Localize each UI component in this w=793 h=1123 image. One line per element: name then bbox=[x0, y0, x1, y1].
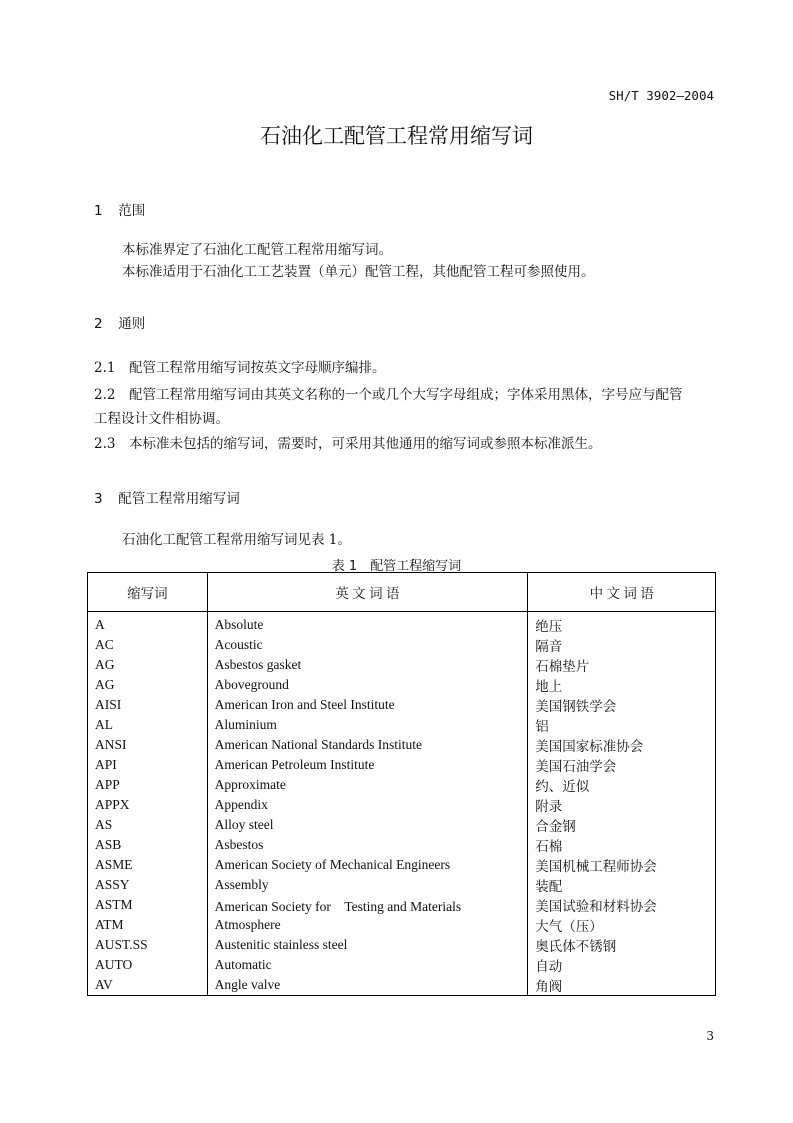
chinese-term-cell: 美国钢铁学会 bbox=[528, 695, 716, 715]
abbreviation-cell: AG bbox=[88, 675, 208, 695]
english-term-cell: Aboveground bbox=[207, 675, 528, 695]
table-row bbox=[88, 635, 716, 655]
table-row bbox=[88, 855, 716, 875]
table-row bbox=[88, 815, 716, 835]
abbreviation-cell: AL bbox=[88, 715, 208, 735]
abbreviation-cell: AC bbox=[88, 635, 208, 655]
abbreviation-cell: APP bbox=[88, 775, 208, 795]
chinese-term-cell: 美国试验和材料协会 bbox=[528, 895, 716, 915]
chinese-term-cell: 铝 bbox=[528, 715, 716, 735]
page-number: 3 bbox=[706, 1029, 714, 1043]
abbreviation-cell: AUST.SS bbox=[88, 935, 208, 955]
abbreviation-cell: ASB bbox=[88, 835, 208, 855]
chinese-term-cell: 美国石油学会 bbox=[528, 755, 716, 775]
table-row bbox=[88, 795, 716, 815]
english-term-cell: American National Standards Institute bbox=[207, 735, 528, 755]
abbreviation-cell: A bbox=[88, 612, 208, 636]
column-header-english: 英 文 词 语 bbox=[207, 573, 528, 612]
section-number: 3 bbox=[94, 491, 103, 507]
table-caption: 表 1 配管工程缩写词 bbox=[331, 559, 462, 574]
english-term-cell: Appendix bbox=[207, 795, 528, 815]
table-row bbox=[88, 612, 716, 636]
chinese-term-cell: 美国机械工程师协会 bbox=[528, 855, 716, 875]
table-row bbox=[88, 715, 716, 735]
section-title: 配管工程常用缩写词 bbox=[118, 491, 240, 507]
table-header-row bbox=[88, 573, 716, 612]
table-row bbox=[88, 675, 716, 695]
english-term-cell: Absolute bbox=[207, 612, 528, 636]
chinese-term-cell: 附录 bbox=[528, 795, 716, 815]
section-number: 1 bbox=[94, 203, 103, 219]
english-term-cell: Atmosphere bbox=[207, 915, 528, 935]
clause-2-3: 2.3 本标准未包括的缩写词，需要时，可采用其他通用的缩写词或参照本标准派生。 bbox=[94, 436, 602, 452]
table-row bbox=[88, 755, 716, 775]
abbreviation-cell: ASME bbox=[88, 855, 208, 875]
section-number: 2 bbox=[94, 316, 103, 332]
table-row bbox=[88, 875, 716, 895]
chinese-term-cell: 大气（压） bbox=[528, 915, 716, 935]
abbreviation-cell: ANSI bbox=[88, 735, 208, 755]
chinese-term-cell: 奥氏体不锈钢 bbox=[528, 935, 716, 955]
english-term-cell: American Society for Testing and Materials bbox=[207, 895, 528, 915]
table-row bbox=[88, 695, 716, 715]
chinese-term-cell: 约、近似 bbox=[528, 775, 716, 795]
chinese-term-cell: 合金钢 bbox=[528, 815, 716, 835]
column-header-abbreviation: 缩写词 bbox=[88, 573, 208, 612]
english-term-cell: Austenitic stainless steel bbox=[207, 935, 528, 955]
table-row bbox=[88, 915, 716, 935]
chinese-term-cell: 隔音 bbox=[528, 635, 716, 655]
english-term-cell: Assembly bbox=[207, 875, 528, 895]
clause-2-1: 2.1 配管工程常用缩写词按英文字母顺序编排。 bbox=[94, 360, 386, 376]
clause-2-2-continued: 工程设计文件相协调。 bbox=[94, 411, 229, 427]
abbreviation-table bbox=[87, 572, 716, 996]
table-row bbox=[88, 835, 716, 855]
column-header-chinese: 中 文 词 语 bbox=[528, 573, 716, 612]
table-row bbox=[88, 895, 716, 915]
section-heading-abbreviations bbox=[94, 487, 240, 507]
standard-code: SH/T 3902—2004 bbox=[608, 88, 714, 103]
english-term-cell: Aluminium bbox=[207, 715, 528, 735]
english-term-cell: Acoustic bbox=[207, 635, 528, 655]
english-term-cell: Asbestos gasket bbox=[207, 655, 528, 675]
abbreviation-cell: AG bbox=[88, 655, 208, 675]
table-row bbox=[88, 935, 716, 955]
chinese-term-cell: 自动 bbox=[528, 955, 716, 975]
english-term-cell: Alloy steel bbox=[207, 815, 528, 835]
table-row bbox=[88, 955, 716, 975]
abbreviation-cell: APPX bbox=[88, 795, 208, 815]
english-term-cell: Asbestos bbox=[207, 835, 528, 855]
chinese-term-cell: 美国国家标准协会 bbox=[528, 735, 716, 755]
english-term-cell: Automatic bbox=[207, 955, 528, 975]
paragraph: 本标准界定了石油化工配管工程常用缩写词。 bbox=[122, 242, 392, 258]
english-term-cell: Approximate bbox=[207, 775, 528, 795]
abbreviation-cell: AISI bbox=[88, 695, 208, 715]
english-term-cell: American Iron and Steel Institute bbox=[207, 695, 528, 715]
abbreviation-cell: ASSY bbox=[88, 875, 208, 895]
chinese-term-cell: 石棉 bbox=[528, 835, 716, 855]
section-title: 通则 bbox=[118, 316, 146, 332]
chinese-term-cell: 石棉垫片 bbox=[528, 655, 716, 675]
paragraph: 石油化工配管工程常用缩写词见表 1。 bbox=[122, 532, 351, 548]
table-row bbox=[88, 775, 716, 795]
abbreviation-cell: AV bbox=[88, 975, 208, 996]
abbreviation-cell: AS bbox=[88, 815, 208, 835]
section-heading-scope bbox=[94, 199, 145, 219]
english-term-cell: American Society of Mechanical Engineers bbox=[207, 855, 528, 875]
abbreviation-cell: AUTO bbox=[88, 955, 208, 975]
clause-2-2: 2.2 配管工程常用缩写词由其英文名称的一个或几个大写字母组成；字体采用黑体，字号应与配管 bbox=[94, 387, 683, 403]
chinese-term-cell: 地上 bbox=[528, 675, 716, 695]
chinese-term-cell: 角阀 bbox=[528, 975, 716, 996]
paragraph: 本标准适用于石油化工工艺装置（单元）配管工程，其他配管工程可参照使用。 bbox=[122, 264, 595, 280]
chinese-term-cell: 绝压 bbox=[528, 612, 716, 636]
table-row bbox=[88, 655, 716, 675]
english-term-cell: Angle valve bbox=[207, 975, 528, 996]
abbreviation-cell: API bbox=[88, 755, 208, 775]
chinese-term-cell: 装配 bbox=[528, 875, 716, 895]
table-row bbox=[88, 975, 716, 996]
document-title: 石油化工配管工程常用缩写词 bbox=[260, 124, 533, 148]
section-title: 范围 bbox=[118, 203, 146, 219]
section-heading-general bbox=[94, 312, 145, 332]
table-row bbox=[88, 735, 716, 755]
abbreviation-cell: ATM bbox=[88, 915, 208, 935]
abbreviation-cell: ASTM bbox=[88, 895, 208, 915]
english-term-cell: American Petroleum Institute bbox=[207, 755, 528, 775]
